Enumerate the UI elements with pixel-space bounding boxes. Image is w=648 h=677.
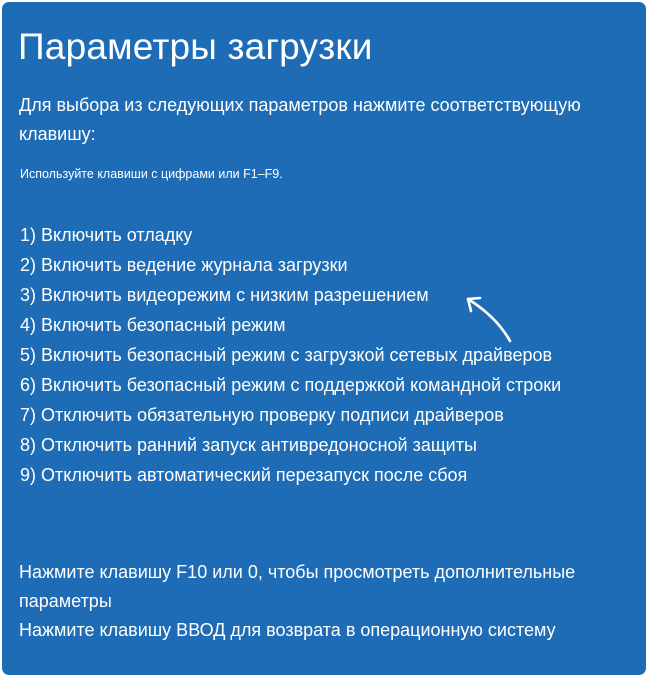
option-disable-auto-restart[interactable]: 9) Отключить автоматический перезапуск после сбоя — [20, 465, 468, 485]
page-title: Параметры загрузки — [18, 26, 373, 67]
option-safe-mode-networking[interactable]: 5) Включить безопасный режим с загрузкой сетевых драйверов — [20, 345, 553, 365]
option-enable-boot-logging[interactable]: 2) Включить ведение журнала загрузки — [20, 255, 348, 275]
option-enable-debugging[interactable]: 1) Включить отладку — [20, 225, 193, 245]
option-enable-low-resolution-video[interactable]: 3) Включить видеорежим с низким разрешением — [20, 285, 429, 305]
option-safe-mode-command-prompt[interactable]: 6) Включить безопасный режим с поддержкой командной строки — [20, 375, 562, 395]
curved-arrow-icon — [460, 287, 520, 347]
more-options-hint: Нажмите клавишу F10 или 0, чтобы просмотреть дополнительные параметры — [19, 562, 576, 611]
boot-options-list — [20, 220, 561, 490]
boot-options-screen — [2, 2, 646, 675]
instruction-text: Для выбора из следующих параметров нажмите соответствующую клавишу: — [19, 95, 581, 144]
option-enable-safe-mode[interactable]: 4) Включить безопасный режим — [20, 315, 286, 335]
footer-instructions — [19, 558, 629, 645]
return-to-os-hint: Нажмите клавишу ВВОД для возврата в операционную систему — [19, 620, 556, 640]
option-disable-driver-signature-enforcement[interactable]: 7) Отключить обязательную проверку подписи драйверов — [20, 405, 504, 425]
option-disable-early-launch-antimalware[interactable]: 8) Отключить ранний запуск антивредоносной защиты — [20, 435, 477, 455]
keys-hint: Используйте клавиши с цифрами или F1–F9. — [20, 167, 283, 181]
